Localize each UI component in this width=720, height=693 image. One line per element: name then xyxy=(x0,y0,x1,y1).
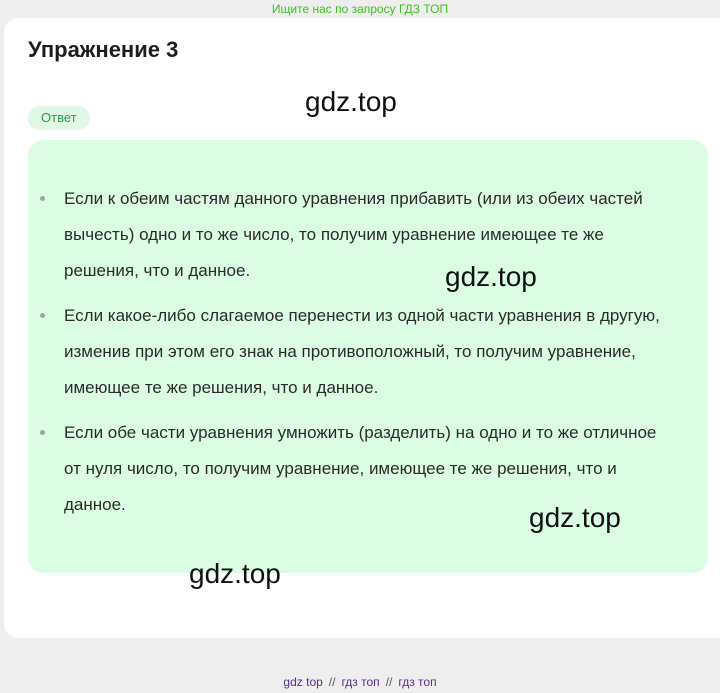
bullet-icon xyxy=(40,430,45,435)
answer-item xyxy=(64,181,674,289)
watermark: gdz.top xyxy=(445,261,537,292)
footer-separator: // xyxy=(328,675,336,689)
exercise-title: Упражнение 3 xyxy=(28,37,179,62)
footer-link[interactable]: гдз топ xyxy=(341,675,380,689)
search-hint-banner: Ищите нас по запросу ГДЗ ТОП xyxy=(271,2,449,16)
watermark: gdz.top xyxy=(529,502,621,533)
footer-links xyxy=(0,672,720,692)
answer-item-text: Если какое-либо слагаемое перенести из одной части уравнения в другую, изменив при этом его знак на противоположный, то получим уравнение, имеющее те же решения, что и данное. xyxy=(64,306,660,397)
answer-item-text: Если к обеим частям данного уравнения прибавить (или из обеих частей вычесть) одно и то же число, то получим уравнение имеющее те же решения, что и данное. xyxy=(64,189,643,280)
watermark: gdz.top xyxy=(189,558,281,589)
footer-link[interactable]: гдз топ xyxy=(398,675,437,689)
footer-link[interactable]: gdz top xyxy=(283,675,323,689)
answer-item-text: Если обе части уравнения умножить (разделить) на одно и то же отличное от нуля число, то получим уравнение, имеющее те же решения, что и данное. xyxy=(64,423,657,514)
watermark: gdz.top xyxy=(305,86,397,117)
bullet-icon xyxy=(40,313,45,318)
answer-badge[interactable]: Ответ xyxy=(28,106,90,130)
bullet-icon xyxy=(40,196,45,201)
answer-item xyxy=(64,298,674,406)
footer-separator: // xyxy=(385,675,393,689)
